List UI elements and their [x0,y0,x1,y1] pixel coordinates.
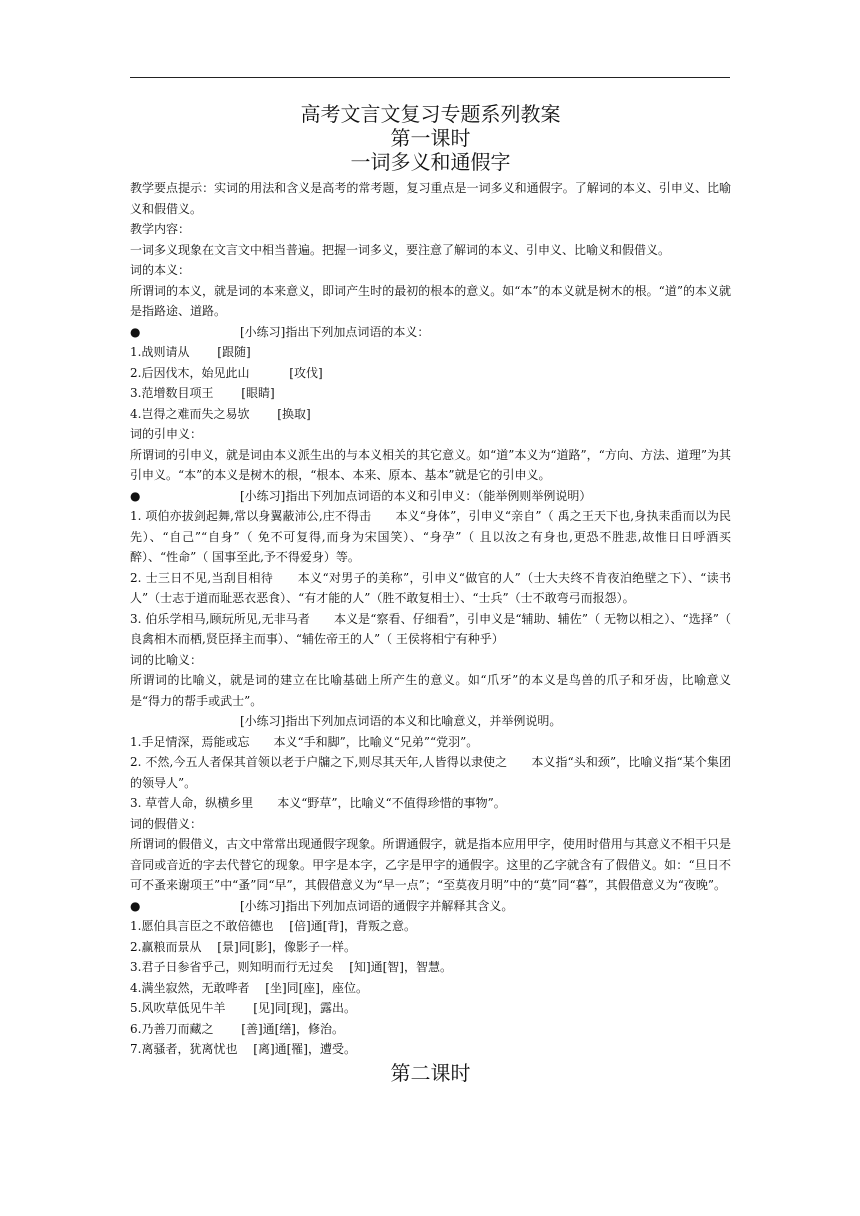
exercise-3-item: 3. 草菅人命，纵横乡里 本义“野草”，比喻义“不值得珍惜的事物”。 [130,796,506,810]
topic-title: 一词多义和通假字 [350,150,511,174]
exercise-2-item: 2. 士三日不见,当刮目相待 本义“对男子的美称”，引申义“做官的人”（士大夫终不肯夜泊绝壁之下）、“读书人”（士志于道而耻恶衣恶食）、“有才能的人”（胜不敢复相士）、“士兵”（士不敢弯弓而报怨）。 [130,570,731,605]
exercise-4-item: 2.赢粮而景从 [景]同[影]，像影子一样。 [130,939,356,954]
exercise-4-item: 1.愿伯具言臣之不敢倍德也 [倍]通[背]，背叛之意。 [130,919,416,933]
exercise-1-title: [小练习]指出下列加点词语的本义： [240,324,430,339]
exercise-1-item: 4.岂得之难而失之易欤 [换取] [130,406,311,421]
exercise-4-item: 3.君子日参省乎己，则知明而行无过矣 [知]通[智]，智慧。 [130,960,452,974]
exercise-2-item: 3. 伯乐学相马,顾玩所见,无非马者 本义是“察看、仔细看”，引申义是“辅助、辅佐”（ 无物以相之）、“选择”（ 良禽相木而栖,贤臣择主而事）、“辅佐帝王的人”（ 王侯将相宁有种乎） [130,611,731,646]
bullet-icon: ● [130,488,141,503]
exercise-3-title-row [130,711,731,732]
exercise-2-item: 1. 项伯亦拔剑起舞,常以身翼蔽沛公,庄不得击 本义“身体”，引申义“亲自”（ 禹之王天下也,身执耒臿而以为民先）、“自己”“自身”（ 免不可复得,而身为宋国笑）、“身孕”（ 且以汝之有身也,更恐不胜悲,故惟日日呼酒买醉）、“性命”（ 国事至此,予不得爱身）等。 [130,509,731,564]
exercise-3-item: 2. 不然,今五人者保其首领以老于户牖之下,则尽其天年,人皆得以隶使之 本义指“头和颈”，比喻义指“某个集团的领导人”。 [130,755,731,790]
exercise-1-item: 3.范增数目项王 [眼睛] [130,386,275,400]
exercise-1-item: 1.战则请从 [跟随] [130,345,251,359]
doc-title: 高考文言文复习专题系列教案 [300,102,561,126]
exercise-2-title: [小练习]指出下列加点词语的本义和引申义：（能举例则举例说明） [240,488,592,503]
content-paragraph: 一词多义现象在文言文中相当普遍。把握一词多义，要注意了解词的本义、引申义、比喻义和假借义。 [130,242,671,257]
lesson-2-title: 第二课时 [390,1060,471,1085]
exercise-3-title: [小练习]指出下列加点词语的本义和比喻意义，并举例说明。 [240,714,562,728]
lesson-title: 第一课时 [390,126,471,150]
exercise-4-title-row [130,896,731,917]
biyu-heading: 词的比喻义： [130,652,203,667]
jiajie-heading: 词的假借义： [130,816,203,831]
exercise-3-item: 1.手足情深，焉能或忘 本义“手和脚”，比喻义“兄弟”“党羽”。 [130,734,479,749]
exercise-4-item: 4.满坐寂然，无敢哗者 [坐]同[座]，座位。 [130,980,368,995]
benyi-heading: 词的本义： [130,263,191,277]
exercise-4-item: 5.风吹草低见牛羊 [见]同[现]，露出。 [130,1001,356,1015]
exercise-1-title-row [130,322,731,343]
biyu-paragraph: 所谓词的比喻义，就是词的建立在比喻基础上所产生的意义。如“爪牙”的本义是鸟兽的爪子和牙齿，比喻意义是“得力的帮手或武士”。 [130,673,731,708]
exercise-1-item: 2.后因伐木，始见此山 [攻伐] [130,365,323,380]
bullet-icon: ● [130,898,141,913]
bullet-icon: ● [130,324,141,339]
exercise-4-title: [小练习]指出下列加点词语的通假字并解释其含义。 [240,898,514,913]
bullet-spacer [130,711,240,732]
benyi-paragraph: 所谓词的本义，就是词的本来意义，即词产生时的最初的根本的意义。如“本”的本义就是树木的根。“道”的本义就是指路途、道路。 [130,283,731,318]
intro-paragraph: 教学要点提示：实词的用法和含义是高考的常考题，复习重点是一词多义和通假字。了解词的本义、引申义、比喻义和假借义。 [130,181,731,216]
yinshen-heading: 词的引申义： [130,427,203,441]
exercise-4-item: 7.离骚者，犹离忧也 [离]通[罹]，遭受。 [130,1042,356,1056]
document-body [130,102,731,1086]
exercise-2-title-row [130,486,731,507]
jiajie-paragraph: 所谓词的假借义，古文中常常出现通假字现象。所谓通假字，就是指本应用甲字，使用时借用与其意义不相干只是音同或音近的字去代替它的现象。甲字是本字，乙字是甲字的通假字。这里的乙字就含有了假借义。如：“旦日不可不蚤来谢项王”中“蚤”同“早”，其假借意义为“早一点”；“至莫夜月明”中的“莫”同“暮”，其假借意义为“夜晚”。 [130,837,731,892]
exercise-4-item: 6.乃善刀而藏之 [善]通[缮]，修治。 [130,1021,344,1036]
content-label: 教学内容： [130,222,191,236]
yinshen-paragraph: 所谓词的引申义，就是词由本义派生出的与本义相关的其它意义。如“道”本义为“道路”，“方向、方法、道理”为其引申义。“本”的本义是树木的根，“根本、本来、原本、基本”就是它的引申义。 [130,447,731,482]
header-rule [130,77,730,78]
